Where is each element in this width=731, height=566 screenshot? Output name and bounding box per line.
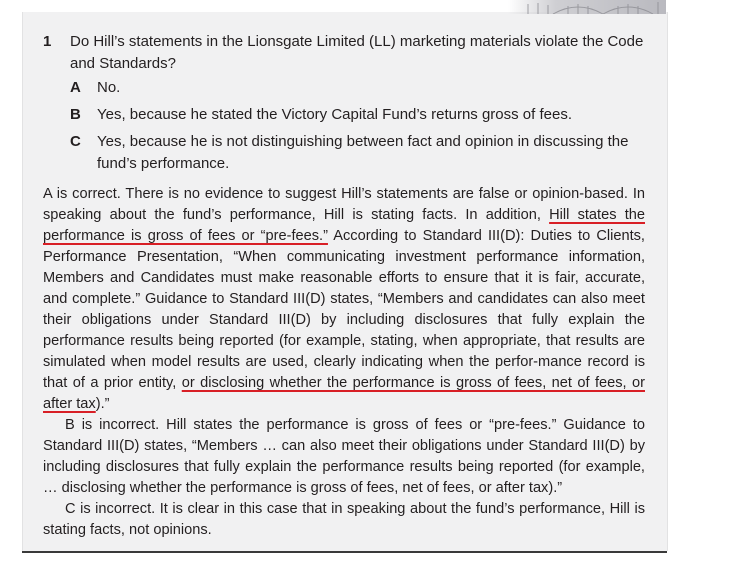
answer-text: ).” (95, 396, 110, 412)
answer-explanation (43, 184, 645, 541)
answer-text: A is correct. There is no evidence to suggest Hill’s statements are false or opinion-based. In speaking about the fund’s performance, Hill is stating facts. In addition, (43, 186, 645, 223)
option-a-text: No. (97, 79, 121, 96)
bottom-divider (22, 551, 667, 553)
answer-paragraph-b: B is incorrect. Hill states the performance is gross of fees or “pre-fees.” Guidance to Standard III(D) states, “Members … can also meet their obligations under Standard III(D) by including disclosures that fully explain the performance results being reported (for example, … disclosing whether the performance is gross of fees, net of fees, or after tax).” (43, 417, 645, 496)
answer-paragraph-a (43, 184, 645, 415)
question-text: Do Hill’s statements in the Lionsgate Limited (LL) marketing materials violate the Code and Standards? (70, 33, 644, 72)
option-a-letter: A (70, 79, 81, 96)
option-c-text: Yes, because he is not distinguishing between fact and opinion in discussing the fund’s performance. (97, 133, 629, 172)
option-b-letter: B (70, 106, 81, 123)
underlined-highlight: or disclosing whether the performance is gross of fees, net of fees, or after tax (43, 375, 645, 412)
question-number: 1 (43, 33, 52, 50)
option-c-letter: C (70, 133, 81, 150)
answer-text: According to Standard III(D): Duties to Clients, Performance Presentation, “When communicating investment performance information, Members and Candidates must make reasonable efforts to ensure that it is fair, accurate, and complete.” Guidance to Standard III(D) states, “Members and candidates can also meet their obligations under Standard III(D) by including disclosures that fully explain the performance results being reported (for example, stating, when appropriate, that results are simulated when model results are used, clearly indicating when the perfor-mance record is that of a prior entity, (43, 228, 645, 391)
answer-paragraph-c: C is incorrect. It is clear in this case that in speaking about the fund’s performance, Hill is stating facts, not opinions. (43, 501, 645, 538)
header-decorative-graphic (508, 0, 666, 14)
underlined-highlight: Hill states the performance is gross of fees or “pre-fees.” (43, 207, 645, 244)
option-b-text: Yes, because he stated the Victory Capital Fund’s returns gross of fees. (97, 106, 572, 123)
